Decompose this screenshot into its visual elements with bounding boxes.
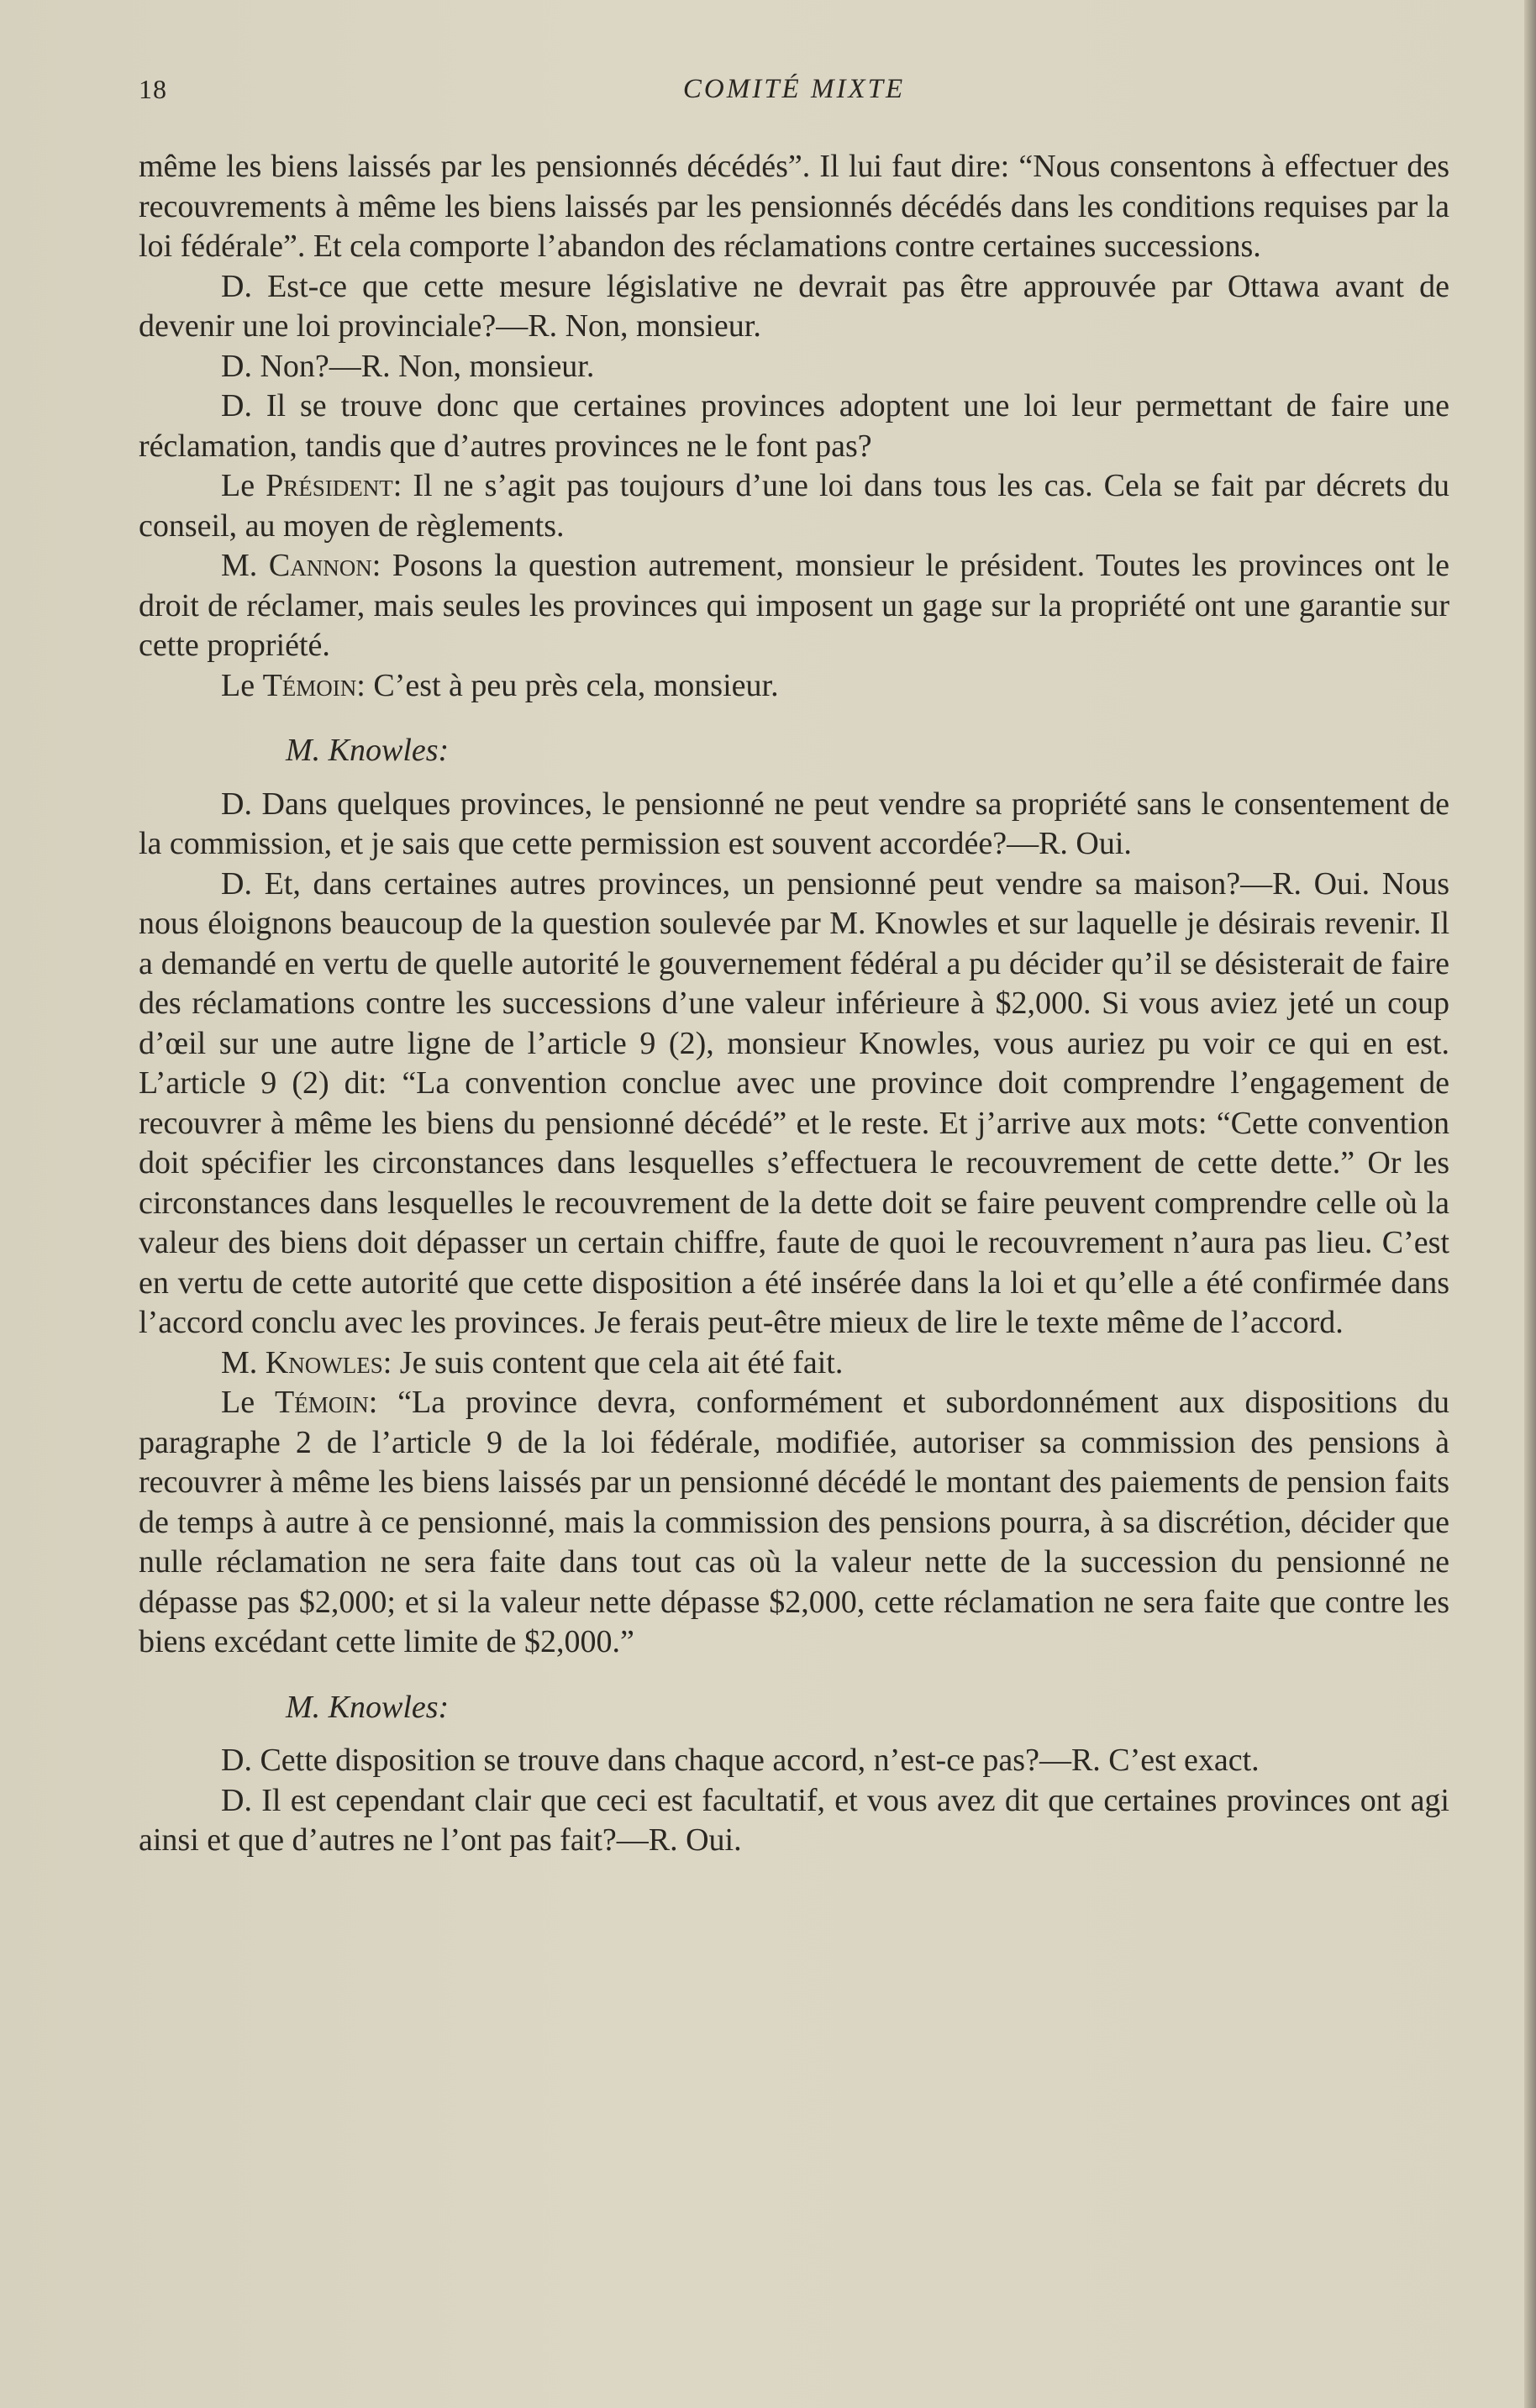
- page-header: [139, 74, 1449, 116]
- speaker-name: Témoin: [275, 1385, 369, 1420]
- body-text: [139, 147, 1449, 1861]
- speaker-paragraph-witness: [139, 1383, 1449, 1663]
- speaker-prefix: Le: [221, 1385, 275, 1420]
- speaker-paragraph-witness: [139, 666, 1449, 707]
- speaker-text: : Posons la question autrement, monsieur le président. Toutes les provinces ont le droit de réclamer, mais seules les provinces qui imposent un gage sur la propriété ont une garantie sur cette propriété.: [139, 548, 1449, 663]
- speaker-text: : C’est à peu près cela, monsieur.: [356, 667, 779, 703]
- examiner-heading: M. Knowles:: [286, 1689, 450, 1725]
- speaker-paragraph-cannon: [139, 546, 1449, 666]
- speaker-text: : “La province devra, conformément et subordonnément aux dispositions du paragraphe 2 de l’article 9 de la loi fédérale, modifiée, autoriser sa commission des pensions à recouvrer à même les biens laissés par un pensionné décédé le montant des paiements de pension faits de temps à autre à ce pensionné, mais la commission des pensions pourra, à sa discrétion, décider que nulle réclamation ne sera faite dans tout cas où la valeur nette de la succession du pensionné ne dépasse pas $2,000; et si la valeur nette dépasse $2,000, cette réclamation ne sera faite que contre les biens excédant cette limite de $2,000.”: [139, 1385, 1450, 1659]
- page-edge-shadow: [1524, 0, 1536, 2408]
- paragraph-continuation: même les biens laissés par les pensionnés décédés”. Il lui faut dire: “Nous consentons à effectuer des recouvrements à même les biens laissés par les pensionnés décédés dans les conditions requises par la loi fédérale”. Et cela comporte l’abandon des réclamations contre certaines successions.: [139, 149, 1449, 264]
- question-paragraph: D. Dans quelques provinces, le pensionné ne peut vendre sa propriété sans le consentement de la commission, et je sais que cette permission est souvent accordée?—R. Oui.: [139, 786, 1449, 861]
- speaker-prefix: M.: [221, 548, 269, 583]
- speaker-name: Knowles: [265, 1344, 383, 1380]
- speaker-text: : Il ne s’agit pas toujours d’une loi dans tous les cas. Cela se fait par décrets du conseil, au moyen de règlements.: [139, 468, 1449, 544]
- speaker-name: Cannon: [268, 548, 372, 583]
- examiner-heading: M. Knowles:: [286, 733, 450, 768]
- speaker-name: Témoin: [262, 667, 357, 703]
- speaker-prefix: Le: [221, 468, 266, 503]
- speaker-paragraph-president: [139, 466, 1449, 546]
- question-paragraph: D. Est-ce que cette mesure législative ne devrait pas être approuvée par Ottawa avant de devenir une loi provinciale?—R. Non, monsieur.: [139, 268, 1449, 344]
- question-paragraph: D. Il est cependant clair que ceci est facultatif, et vous avez dit que certaines provinces ont agi ainsi et que d’autres ne l’ont pas fait?—R. Oui.: [139, 1782, 1449, 1858]
- page-number: 18: [139, 74, 167, 104]
- question-paragraph: D. Et, dans certaines autres provinces, un pensionné peut vendre sa maison?—R. Oui. Nous nous éloignons beaucoup de la question soulevée par M. Knowles et sur laquelle je désirais revenir. Il a demandé en vertu de quelle autorité le gouvernement fédéral a pu décider qu’il se désisterait de faire des réclamations contre les successions d’une valeur inférieure à $2,000. Si vous aviez jeté un coup d’œil sur une autre ligne de l’article 9 (2), monsieur Knowles, vous auriez pu voir ce qui en est. L’article 9 (2) dit: “La convention conclue avec une province doit comprendre l’engagement de recouvrer à même les biens du pensionné décédé” et le reste. Et j’arrive aux mots: “Cette convention doit spécifier les circonstances dans lesquelles s’effectuera le recouvrement de cette dette.” Or les circonstances dans lesquelles le recouvrement de la dette doit se faire peuvent comprendre celle où la valeur des biens doit dépasser un certain chiffre, faute de quoi le recouvrement n’aura pas lieu. C’est en vertu de cette autorité que cette disposition a été insérée dans la loi et qu’elle a été confirmée dans l’accord conclu avec les provinces. Je ferais peut-être mieux de lire le texte même de l’accord.: [139, 865, 1449, 1340]
- speaker-text: : Je suis content que cela ait été fait.: [382, 1344, 844, 1380]
- speaker-prefix: Le: [221, 667, 263, 703]
- speaker-paragraph-knowles: [139, 1343, 1449, 1384]
- question-paragraph: D. Non?—R. Non, monsieur.: [221, 348, 595, 384]
- running-head: COMITÉ MIXTE: [682, 74, 906, 104]
- speaker-name: Président: [266, 468, 393, 503]
- speaker-prefix: M.: [221, 1344, 266, 1380]
- question-paragraph: D. Cette disposition se trouve dans chaque accord, n’est-ce pas?—R. C’est exact.: [221, 1743, 1260, 1778]
- question-paragraph: D. Il se trouve donc que certaines provinces adoptent une loi leur permettant de faire une réclamation, tandis que d’autres provinces ne le font pas?: [139, 388, 1449, 464]
